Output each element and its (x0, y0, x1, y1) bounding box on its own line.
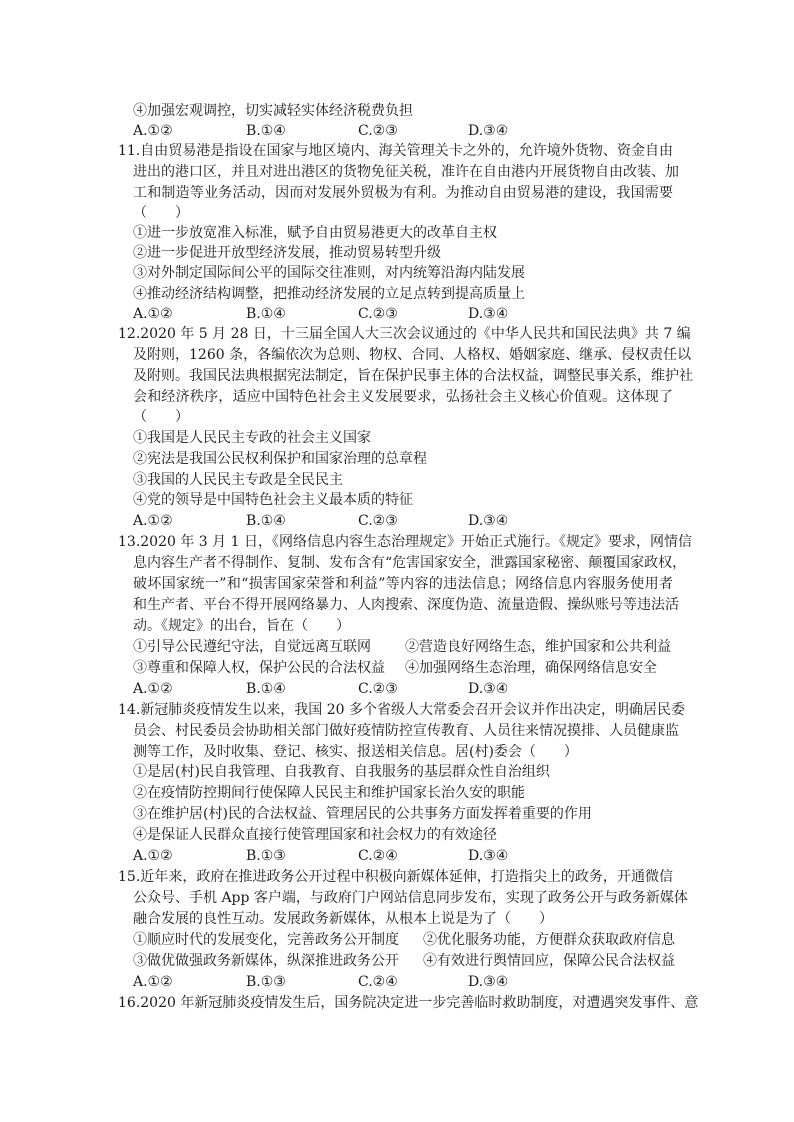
q12-stem-line: 及附则，1260 条，各编依次为总则、物权、合同、人格权、婚姻家庭、继承、侵权责任以 (133, 347, 692, 363)
option-c: C.②④ (358, 974, 398, 990)
option-b: B.①③ (246, 974, 286, 990)
q14-item-1: ①是居(村)民自我管理、自我教育、自我服务的基层群众性自治组织 (133, 764, 550, 780)
q13-stem-line: 破坏国家统一”和“损害国家荣誉和利益”等内容的违法信息；网络信息内容服务使用者 (133, 576, 673, 592)
q11-stem-line: 进出的港口区，并且对进出港区的货物免征关税，准许在自由港内开展货物自由改装、加 (133, 164, 679, 180)
q12-stem-line: 会和经济秩序，适应中国特色社会主义发展要求，弘扬社会主义核心价值观。这体现了 (133, 389, 673, 405)
q13-item-3: ③尊重和保障人权，保护公民的合法权益 (133, 660, 385, 676)
q15-item-1: ①顺应时代的发展变化，完善政务公开制度 (133, 932, 399, 948)
q14-item-4: ④是保证人民群众直接行使管理国家和社会权力的有效途径 (133, 827, 497, 843)
q13-stem-line: 和生产者、平台不得开展网络暴力、人肉搜索、深度伪造、流量造假、操纵账号等违法活 (133, 597, 679, 613)
q14-item-3: ③在维护居(村)民的合法权益、管理居民的公共事务方面发挥着重要的作用 (133, 806, 592, 822)
q16-stem-line: 16.2020 年新冠肺炎疫情发生后，国务院决定进一步完善临时救助制度，对遭遇突发事件、意 (118, 995, 699, 1011)
q12-stem-line: 及附则。我国民法典根据宪法制定，旨在保护民事主体的合法权益，调整民事关系，维护社 (133, 368, 693, 384)
option-d: D.③④ (468, 974, 509, 990)
option-b: B.①④ (246, 513, 286, 529)
q14-stem-line: 员会、村民委员会协助相关部门做好疫情防控宣传教育、人员往来情况摸排、人员健康监 (133, 723, 679, 739)
option-d: D.③④ (468, 123, 509, 139)
option-a: A.①② (133, 306, 173, 322)
q12-item-4: ④党的领导是中国特色社会主义最本质的特征 (133, 492, 413, 508)
q15-stem-line: 公众号、手机 App 客户端，与政府门户网站信息同步发布，实现了政务公开与政务新媒体 (133, 890, 688, 906)
option-a: A.①② (133, 123, 173, 139)
option-c: C.②③ (358, 513, 398, 529)
option-a: A.①② (133, 681, 173, 697)
q11-item-4: ④推动经济结构调整，把推动经济发展的立足点转到提高质量上 (133, 286, 525, 302)
q11-stem-line: 工和制造等业务活动，因而对发展外贸极为有利。为推动自由贸易港的建设，我国需要 (133, 185, 673, 201)
q12-item-3: ③我国的人民民主专政是全民民主 (133, 472, 343, 488)
option-d: D.③④ (468, 681, 509, 697)
q13-item-2: ②营造良好网络生态，维护国家和公共利益 (405, 639, 671, 655)
q14-stem-line: 测等工作，及时收集、登记、核实、报送相关信息。居(村)委会（ ） (133, 744, 578, 760)
option-c: C.②③ (358, 681, 398, 697)
option-d: D.③④ (468, 306, 509, 322)
q15-stem-line: 融合发展的良性互动。发展政务新媒体，从根本上说是为了（ ） (133, 911, 553, 927)
q13-item-4: ④加强网络生态治理，确保网络信息安全 (405, 660, 657, 676)
q13-stem-line: 息内容生产者不得制作、复制、发布含有“危害国家安全，泄露国家秘密、颠覆国家政权， (133, 555, 687, 571)
q14-item-2: ②在疫情防控期间行使保障人民民主和维护国家长治久安的职能 (133, 785, 525, 801)
q15-stem-line: 15.近年来，政府在推进政务公开过程中积极向新媒体延伸，打造指尖上的政务，开通微信 (118, 869, 673, 885)
q11-item-2: ②进一步促进开放型经济发展，推动贸易转型升级 (133, 245, 441, 261)
q12-item-1: ①我国是人民民主专政的社会主义国家 (133, 430, 371, 446)
q13-stem-line: 13.2020 年 3 月 1 日，《网络信息内容生态治理规定》开始正式施行。《规定》要求，网情信 (118, 534, 692, 550)
option-a: A.①② (133, 974, 173, 990)
option-b: B.①③ (246, 848, 286, 864)
prev-item-4: ④加强宏观调控，切实减轻实体经济税费负担 (133, 103, 413, 119)
q13-stem-line: 动。《规定》的出台，旨在（ ） (133, 618, 350, 634)
option-b: B.①④ (246, 681, 286, 697)
q11-answer-blank: （ ） (133, 205, 189, 221)
option-b: B.①④ (246, 306, 286, 322)
option-d: D.③④ (468, 513, 509, 529)
option-c: C.②④ (358, 848, 398, 864)
q11-item-3: ③对外制定国际间公平的国际交往准则，对内统筹沿海内陆发展 (133, 265, 525, 281)
q14-stem-line: 14.新冠肺炎疫情发生以来，我国 20 多个省级人大常委会召开会议并作出决定，明确居民委 (118, 702, 685, 718)
q15-item-2: ②优化服务功能，方便群众获取政府信息 (423, 932, 675, 948)
option-a: A.①② (133, 848, 173, 864)
option-d: D.③④ (468, 848, 509, 864)
q15-item-3: ③做优做强政务新媒体，纵深推进政务公开 (133, 953, 399, 969)
q13-item-1: ①引导公民遵纪守法，自觉远离互联网 (133, 639, 371, 655)
q15-item-4: ④有效进行舆情回应，保障公民合法权益 (423, 953, 675, 969)
option-a: A.①② (133, 513, 173, 529)
q12-item-2: ②宪法是我国公民权利保护和国家治理的总章程 (133, 451, 427, 467)
q11-item-1: ①进一步放宽准入标准，赋予自由贸易港更大的改革自主权 (133, 225, 497, 241)
q12-answer-blank: （ ） (133, 409, 189, 425)
q12-stem-line: 12.2020 年 5 月 28 日，十三届全国人大三次会议通过的《中华人民共和国民法典》共 7 编 (118, 326, 691, 342)
option-c: C.②③ (358, 306, 398, 322)
option-c: C.②③ (358, 123, 398, 139)
option-b: B.①④ (246, 123, 286, 139)
q11-stem-line: 11.自由贸易港是指设在国家与地区境内、海关管理关卡之外的，允许境外货物、资金自由 (118, 143, 673, 159)
